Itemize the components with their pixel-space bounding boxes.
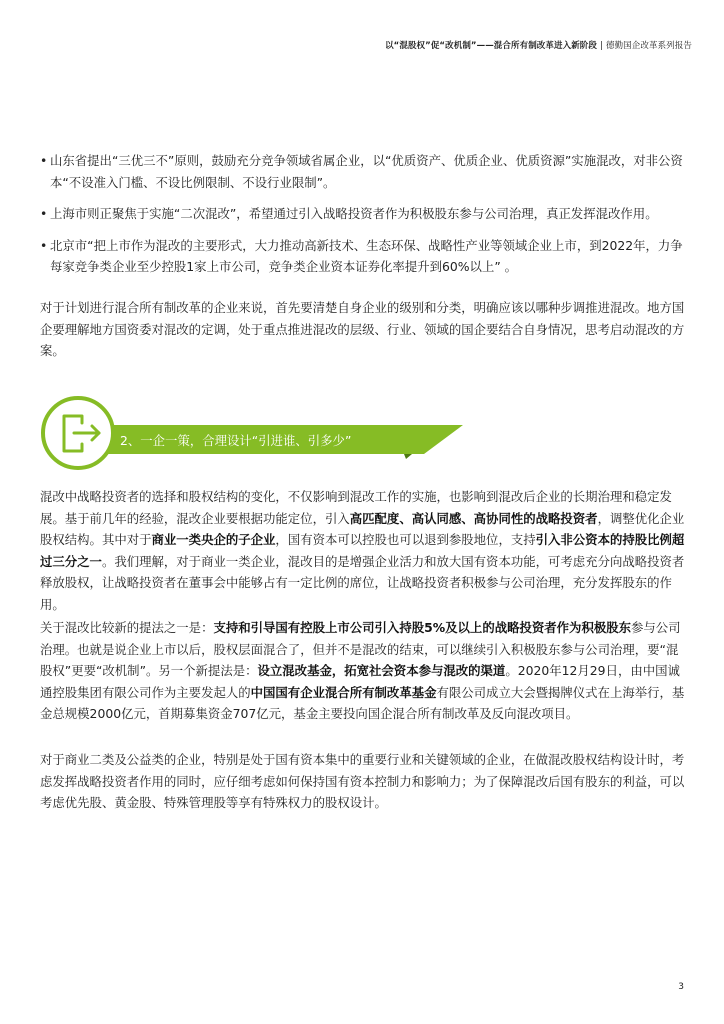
bullet-dot: • bbox=[40, 237, 48, 253]
text-run: 关于混改比较新的提法之一是： bbox=[40, 620, 214, 635]
bold-run: 引入非公资本的持股比例超过三分之一 bbox=[40, 532, 685, 569]
paragraph-commercial-type-two: 对于商业二类及公益类的企业，特别是处于国有资本集中的重要行业和关键领域的企业，在做混改股权结构设计时，考虑发挥战略投资者作用的同时，应仔细考虑如何保持国有资本控制力和影响力；为了保障混改后国有股东的利益，可以考虑优先股、黄金股、特殊管理股等享有特殊权力的股权设计。 bbox=[40, 752, 685, 810]
bullet-list bbox=[40, 150, 688, 288]
header-title: 以“混股权”促“改机制”——混合所有制改革进入新阶段 bbox=[385, 41, 598, 51]
bullet-item-shanghai bbox=[40, 203, 688, 225]
bullet-dot: • bbox=[40, 153, 48, 168]
bullet-dot: • bbox=[40, 206, 48, 221]
text-run: ，国有资本可以控股也可以退到参股地位，支持 bbox=[275, 532, 536, 547]
page-number: 3 bbox=[678, 982, 684, 992]
bullet-item-beijing bbox=[40, 235, 688, 278]
text-run: 。我们理解，对于商业一类企业，混改目的是增强企业活力和放大国有资本功能，可考虑充分向战略投资者释放股权，让战略投资者在董事会中能够占有一定比例的席位，让战略投资者积极参与公司治理，充分发挥股东的作用。 bbox=[40, 553, 685, 612]
bold-run: 商业一类央企的子企业 bbox=[151, 532, 276, 547]
header-series: 德勤国企改革系列报告 bbox=[605, 41, 692, 51]
paragraph-plan: 对于计划进行混合所有制改革的企业来说，首先要清楚自身企业的级别和分类，明确应该以哪种步调推进混改。地方国企要理解地方国资委对混改的定调，处于重点推进混改的层级、行业、领域的国企要结合自身情况，思考启动混改的方案。 bbox=[40, 300, 685, 358]
paragraph-strategic-investors bbox=[40, 486, 688, 615]
bold-run: 支持和引导国有控股上市公司引入持股5%及以上的战略投资者作为积极股东 bbox=[213, 620, 632, 635]
bullet-text: 北京市“把上市作为混改的主要形式，大力推动高新技术、生态环保、战略性产业等领域企业上市，到2022年，力争每家竞争类企业至少控股1家上市公司，竞争类企业资本证券化率提升到60%以上” 。 bbox=[50, 237, 683, 274]
section-title: 2、一企一策，合理设计“引进谁、引多少” bbox=[120, 433, 352, 448]
bullet-text: 山东省提出“三优三不”原则，鼓励充分竞争领域省属企业，以“优质资产、优质企业、优质资源”实施混改，对非公资本“不设准入门槛、不设比例限制、不设行业限制”。 bbox=[50, 153, 683, 190]
bold-run: 高匹配度、高认同感、高协同性的战略投资者 bbox=[349, 510, 598, 526]
text-run: 混改中战略投资者的选择和股权结构的变化，不仅影响到混改工作的实施，也影响到混改后企业的长期治理和稳定发展。基于前几年的经验，混改企业要根据功能定位，引入 bbox=[40, 489, 672, 526]
text-run: ，调整优化企业股权结构。其中对于 bbox=[40, 510, 685, 547]
text-run: 有限公司成立大会暨揭牌仪式在上海举行，基金总规模2000亿元，首期募集资金707亿元，基金主要投向国企混合所有制改革及反向混改项目。 bbox=[40, 684, 685, 721]
text-run: 参与公司治理。也就是说企业上市以后，股权层面混合了，但并不是混改的结束，可以继续引入积极股东参与公司治理，要“混股权”更要“改机制”。另一个新提法是： bbox=[40, 620, 681, 678]
header-separator: | bbox=[600, 41, 603, 51]
section-banner bbox=[40, 390, 470, 500]
page-header bbox=[385, 39, 692, 51]
bold-run: 设立混改基金，拓宽社会资本参与混改的渠道 bbox=[257, 663, 506, 678]
text-run: 。2020年12月29日，由中国诚通控股集团有限公司作为主要发起人的 bbox=[40, 663, 680, 700]
bold-run: 中国国有企业混合所有制改革基金 bbox=[250, 684, 437, 700]
bullet-text: 上海市则正聚焦于实施“二次混改”，希望通过引入战略投资者作为积极股东参与公司治理，真正发挥混改作用。 bbox=[50, 206, 658, 221]
paragraph-new-proposals bbox=[40, 617, 688, 725]
bullet-item-shandong bbox=[40, 150, 688, 193]
